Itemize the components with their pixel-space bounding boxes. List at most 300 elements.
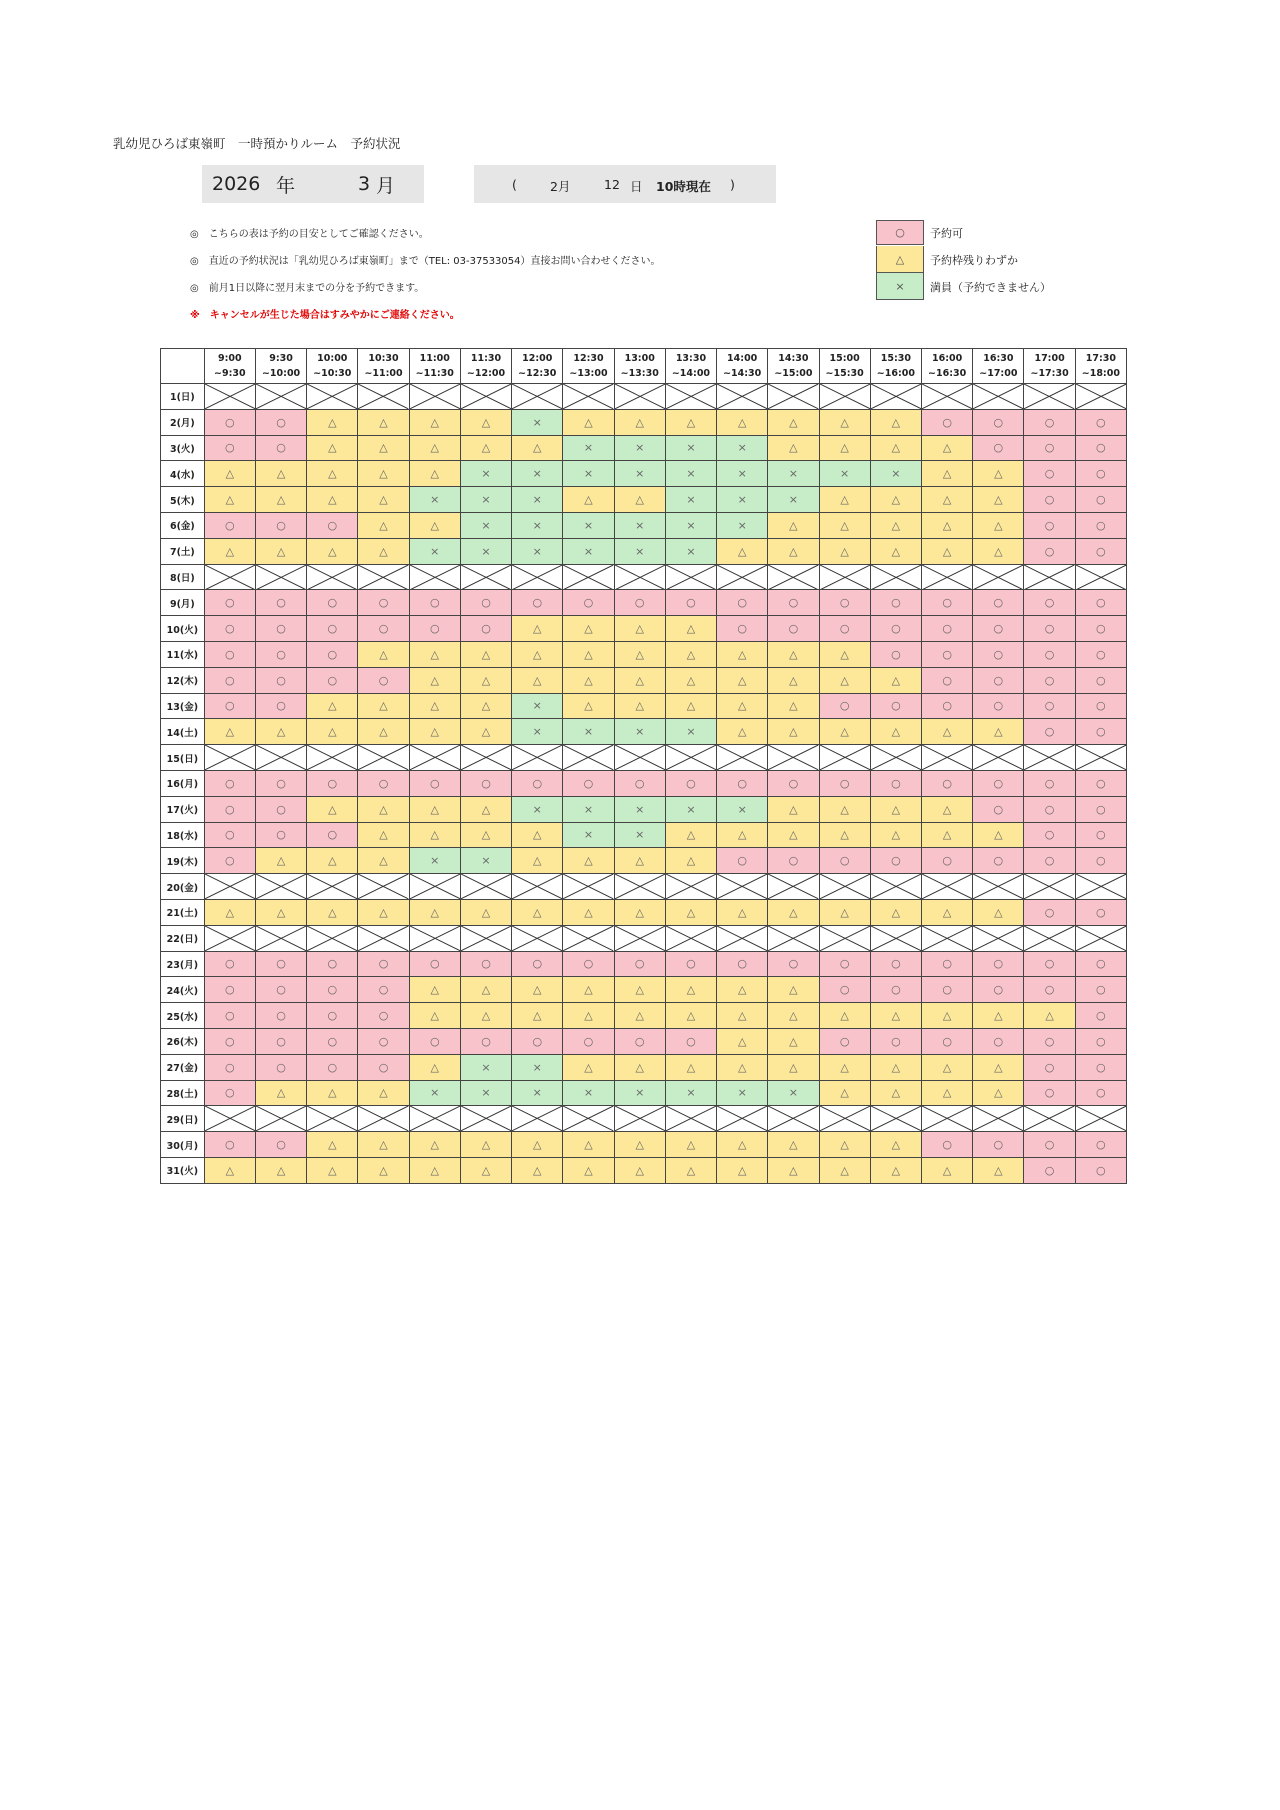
legend-item-few-left (876, 246, 1051, 273)
day-label: 28(土) (161, 1080, 205, 1106)
slot-few-left: △ (460, 641, 511, 667)
slot-full: × (563, 1080, 614, 1106)
slot-full: × (614, 538, 665, 564)
slot-few-left: △ (768, 1054, 819, 1080)
closed-cell (307, 925, 358, 951)
time-slot-header (870, 349, 921, 384)
closed-cell (665, 745, 716, 771)
day-label: 12(木) (161, 667, 205, 693)
closed-cell (870, 874, 921, 900)
closed-cell (204, 564, 255, 590)
closed-cell (1075, 745, 1126, 771)
slot-full: × (614, 435, 665, 461)
slot-few-left: △ (512, 616, 563, 642)
closed-cell (665, 874, 716, 900)
closed-cell (255, 1106, 306, 1132)
day-label: 16(月) (161, 770, 205, 796)
closed-cell (665, 925, 716, 951)
slot-few-left: △ (409, 641, 460, 667)
time-slot-header (717, 349, 768, 384)
time-slot-end: ~17:30 (1030, 368, 1069, 379)
closed-cell (358, 874, 409, 900)
slot-available: ○ (922, 848, 973, 874)
closed-cross-icon (820, 874, 870, 899)
slot-few-left: △ (819, 667, 870, 693)
slot-few-left: △ (870, 1132, 921, 1158)
slot-full: × (512, 693, 563, 719)
slot-few-left: △ (973, 512, 1024, 538)
note-item: ◎ こちらの表は予約の目安としてご確認ください。 (190, 229, 429, 240)
slot-few-left: △ (307, 487, 358, 513)
closed-cell (1024, 874, 1075, 900)
slot-few-left: △ (717, 641, 768, 667)
slot-few-left: △ (768, 719, 819, 745)
slot-few-left: △ (358, 512, 409, 538)
day-label: 15(日) (161, 745, 205, 771)
slot-full: × (665, 512, 716, 538)
as-of-month: 2月 (550, 179, 571, 194)
day-label: 20(金) (161, 874, 205, 900)
slot-available: ○ (870, 770, 921, 796)
closed-cross-icon (871, 926, 921, 951)
day-label: 24(火) (161, 977, 205, 1003)
time-slot-header (819, 349, 870, 384)
closed-cross-icon (358, 745, 408, 770)
time-slot-end: ~15:00 (774, 368, 813, 379)
slot-few-left: △ (717, 693, 768, 719)
time-slot-end: ~17:00 (979, 368, 1018, 379)
slot-few-left: △ (614, 1157, 665, 1183)
slot-available: ○ (922, 616, 973, 642)
slot-full: × (819, 461, 870, 487)
slot-few-left: △ (460, 1003, 511, 1029)
slot-available: ○ (204, 951, 255, 977)
closed-cross-icon (1024, 565, 1074, 590)
closed-cross-icon (615, 384, 665, 409)
slot-available: ○ (614, 770, 665, 796)
time-slot-start: 13:00 (624, 353, 655, 364)
slot-few-left: △ (512, 977, 563, 1003)
slot-available: ○ (973, 641, 1024, 667)
day-row (161, 409, 1127, 435)
closed-cross-icon (717, 565, 767, 590)
slot-few-left: △ (819, 1080, 870, 1106)
slot-few-left: △ (870, 1080, 921, 1106)
slot-available: ○ (255, 409, 306, 435)
day-label: 3(火) (161, 435, 205, 461)
slot-few-left: △ (870, 538, 921, 564)
slot-available: ○ (1024, 1080, 1075, 1106)
slot-full: × (409, 1080, 460, 1106)
time-slot-start: 12:00 (522, 353, 553, 364)
closed-cell (204, 745, 255, 771)
slot-full: × (512, 1080, 563, 1106)
closed-cell (768, 874, 819, 900)
as-of-time: 10時現在 (656, 179, 711, 194)
closed-cell (922, 745, 973, 771)
legend-label: 満員（予約できません） (930, 280, 1051, 294)
slot-few-left: △ (922, 899, 973, 925)
closed-cell (717, 874, 768, 900)
slot-available: ○ (768, 770, 819, 796)
slot-few-left: △ (563, 1054, 614, 1080)
slot-few-left: △ (358, 409, 409, 435)
slot-available: ○ (204, 1080, 255, 1106)
year-value: 2026 (212, 173, 261, 195)
slot-available: ○ (460, 951, 511, 977)
as-of-day: 12 (604, 177, 620, 192)
slot-few-left: △ (768, 641, 819, 667)
time-slot-end: ~16:00 (876, 368, 915, 379)
closed-cell (665, 384, 716, 410)
slot-few-left: △ (358, 822, 409, 848)
slot-few-left: △ (460, 409, 511, 435)
slot-full: × (665, 538, 716, 564)
slot-few-left: △ (973, 899, 1024, 925)
slot-available: ○ (1024, 770, 1075, 796)
slot-full: × (717, 435, 768, 461)
closed-cross-icon (307, 745, 357, 770)
slot-full: × (512, 487, 563, 513)
slot-few-left: △ (665, 409, 716, 435)
slot-full: × (614, 461, 665, 487)
closed-cross-icon (973, 384, 1023, 409)
closed-cross-icon (922, 926, 972, 951)
slot-full: × (563, 796, 614, 822)
time-slot-start: 14:30 (778, 353, 809, 364)
time-slot-start: 17:00 (1034, 353, 1065, 364)
slot-available: ○ (1075, 693, 1126, 719)
day-row (161, 899, 1127, 925)
closed-cell (768, 564, 819, 590)
slot-full: × (614, 719, 665, 745)
time-slot-end: ~12:00 (466, 368, 506, 379)
slot-full: × (409, 538, 460, 564)
day-row (161, 719, 1127, 745)
closed-cross-icon (973, 745, 1023, 770)
legend-label: 予約枠残りわずか (930, 253, 1018, 267)
slot-available: ○ (768, 616, 819, 642)
day-row (161, 590, 1127, 616)
slot-few-left: △ (768, 1003, 819, 1029)
slot-few-left: △ (922, 1003, 973, 1029)
closed-cell (973, 925, 1024, 951)
closed-cell (819, 925, 870, 951)
slot-available: ○ (1075, 1157, 1126, 1183)
day-row (161, 693, 1127, 719)
slot-few-left: △ (614, 1054, 665, 1080)
closed-cell (563, 925, 614, 951)
slot-few-left: △ (922, 487, 973, 513)
closed-cell (255, 384, 306, 410)
closed-cross-icon (512, 874, 562, 899)
slot-few-left: △ (409, 1157, 460, 1183)
slot-available: ○ (870, 848, 921, 874)
closed-cell (819, 745, 870, 771)
closed-cell (409, 925, 460, 951)
closed-cross-icon (410, 874, 460, 899)
closed-cross-icon (666, 565, 716, 590)
slot-available: ○ (409, 590, 460, 616)
day-label: 1(日) (161, 384, 205, 410)
slot-few-left: △ (307, 1080, 358, 1106)
slot-available: ○ (204, 1132, 255, 1158)
slot-available: ○ (768, 848, 819, 874)
slot-available: ○ (973, 590, 1024, 616)
closed-cross-icon (512, 745, 562, 770)
slot-available: ○ (1075, 590, 1126, 616)
closed-cross-icon (1024, 874, 1074, 899)
slot-available: ○ (512, 770, 563, 796)
slot-few-left: △ (255, 461, 306, 487)
slot-available: ○ (1024, 977, 1075, 1003)
as-of-open: ( (512, 177, 517, 192)
slot-few-left: △ (768, 1157, 819, 1183)
closed-cross-icon (461, 1106, 511, 1131)
closed-cross-icon (768, 874, 818, 899)
closed-cell (1024, 1106, 1075, 1132)
slot-available: ○ (358, 1054, 409, 1080)
closed-cell (768, 745, 819, 771)
slot-available: ○ (1024, 822, 1075, 848)
slot-available: ○ (973, 616, 1024, 642)
document-title: 乳幼児ひろば東嶺町 一時預かりルーム 予約状況 (113, 136, 401, 151)
slot-full: × (717, 487, 768, 513)
slot-few-left: △ (973, 538, 1024, 564)
slot-full: × (768, 487, 819, 513)
slot-available: ○ (973, 409, 1024, 435)
slot-available: ○ (1024, 409, 1075, 435)
day-row (161, 745, 1127, 771)
closed-cell (563, 1106, 614, 1132)
as-of-box (474, 165, 776, 203)
slot-few-left: △ (922, 1054, 973, 1080)
closed-cell (870, 564, 921, 590)
closed-cross-icon (256, 926, 306, 951)
slot-available: ○ (1075, 848, 1126, 874)
closed-cell (717, 384, 768, 410)
slot-few-left: △ (358, 719, 409, 745)
slot-available: ○ (1024, 693, 1075, 719)
slot-few-left: △ (717, 822, 768, 848)
closed-cell (1024, 925, 1075, 951)
closed-cross-icon (256, 874, 306, 899)
closed-cell (358, 564, 409, 590)
slot-few-left: △ (870, 719, 921, 745)
slot-few-left: △ (563, 899, 614, 925)
slot-few-left: △ (870, 435, 921, 461)
slot-available: ○ (512, 590, 563, 616)
closed-cell (409, 1106, 460, 1132)
slot-few-left: △ (460, 693, 511, 719)
slot-few-left: △ (307, 1157, 358, 1183)
closed-cell (563, 564, 614, 590)
slot-available: ○ (1024, 512, 1075, 538)
slot-available: ○ (717, 951, 768, 977)
slot-few-left: △ (665, 1054, 716, 1080)
slot-few-left: △ (870, 512, 921, 538)
closed-cell (409, 745, 460, 771)
as-of-close: ) (730, 177, 735, 192)
slot-few-left: △ (870, 822, 921, 848)
slot-available: ○ (255, 512, 306, 538)
slot-available: ○ (307, 1028, 358, 1054)
slot-available: ○ (1024, 848, 1075, 874)
slot-available: ○ (255, 822, 306, 848)
slot-few-left: △ (922, 796, 973, 822)
closed-cell (717, 564, 768, 590)
closed-cell (973, 564, 1024, 590)
time-slot-start: 15:30 (880, 353, 911, 364)
slot-few-left: △ (204, 538, 255, 564)
closed-cell (460, 384, 511, 410)
slot-few-left: △ (358, 641, 409, 667)
closed-cell (819, 564, 870, 590)
slot-few-left: △ (307, 796, 358, 822)
closed-cell (717, 1106, 768, 1132)
closed-cell (460, 745, 511, 771)
slot-few-left: △ (563, 1003, 614, 1029)
slot-full: × (563, 461, 614, 487)
legend-swatch: ○ (876, 220, 924, 245)
slot-available: ○ (614, 1028, 665, 1054)
slot-available: ○ (204, 616, 255, 642)
closed-cross-icon (615, 745, 665, 770)
day-label: 18(水) (161, 822, 205, 848)
note-item: ◎ 直近の予約状況は「乳幼児ひろば東嶺町」まで（TEL: 03-37533054）直接お問い合わせください。 (190, 256, 661, 267)
closed-cell (358, 745, 409, 771)
slot-available: ○ (204, 641, 255, 667)
month-value: 3 (358, 173, 371, 195)
slot-available: ○ (255, 796, 306, 822)
legend-swatch: × (876, 273, 924, 300)
slot-available: ○ (1024, 435, 1075, 461)
slot-few-left: △ (614, 848, 665, 874)
slot-few-left: △ (204, 487, 255, 513)
closed-cell (665, 1106, 716, 1132)
day-row (161, 487, 1127, 513)
slot-available: ○ (922, 693, 973, 719)
slot-few-left: △ (870, 487, 921, 513)
slot-available: ○ (358, 977, 409, 1003)
slot-few-left: △ (358, 899, 409, 925)
slot-few-left: △ (614, 1132, 665, 1158)
slot-few-left: △ (409, 693, 460, 719)
slot-few-left: △ (665, 1003, 716, 1029)
time-slot-header (614, 349, 665, 384)
slot-few-left: △ (819, 899, 870, 925)
slot-few-left: △ (563, 693, 614, 719)
slot-few-left: △ (717, 538, 768, 564)
slot-available: ○ (307, 590, 358, 616)
closed-cross-icon (615, 874, 665, 899)
slot-few-left: △ (512, 899, 563, 925)
day-row (161, 641, 1127, 667)
closed-cell (768, 1106, 819, 1132)
closed-cell (1075, 384, 1126, 410)
closed-cell (614, 384, 665, 410)
closed-cell (512, 925, 563, 951)
slot-full: × (460, 538, 511, 564)
closed-cross-icon (871, 745, 921, 770)
closed-cell (255, 564, 306, 590)
closed-cross-icon (410, 926, 460, 951)
closed-cross-icon (205, 874, 255, 899)
closed-cell (460, 1106, 511, 1132)
slot-few-left: △ (358, 796, 409, 822)
legend-label: 予約可 (930, 226, 963, 240)
slot-available: ○ (255, 693, 306, 719)
time-slot-end: ~9:30 (214, 368, 246, 379)
day-row (161, 977, 1127, 1003)
closed-cell (819, 1106, 870, 1132)
closed-cross-icon (563, 874, 613, 899)
time-slot-end: ~10:30 (313, 368, 352, 379)
slot-few-left: △ (870, 409, 921, 435)
slot-few-left: △ (768, 512, 819, 538)
slot-available: ○ (255, 435, 306, 461)
slot-few-left: △ (768, 409, 819, 435)
day-row (161, 1054, 1127, 1080)
day-label: 8(日) (161, 564, 205, 590)
closed-cell (409, 564, 460, 590)
slot-available: ○ (563, 951, 614, 977)
slot-available: ○ (1075, 1054, 1126, 1080)
slot-available: ○ (973, 796, 1024, 822)
closed-cell (460, 925, 511, 951)
corner-cell (161, 349, 205, 384)
legend-item-available (876, 219, 1051, 246)
slot-few-left: △ (819, 641, 870, 667)
day-row (161, 925, 1127, 951)
closed-cross-icon (410, 745, 460, 770)
closed-cross-icon (1076, 745, 1126, 770)
slot-available: ○ (665, 1028, 716, 1054)
slot-available: ○ (204, 1028, 255, 1054)
time-slot-header (1024, 349, 1075, 384)
slot-few-left: △ (870, 899, 921, 925)
closed-cell (409, 874, 460, 900)
closed-cross-icon (666, 384, 716, 409)
slot-full: × (563, 822, 614, 848)
slot-full: × (512, 409, 563, 435)
slot-few-left: △ (870, 1157, 921, 1183)
time-slot-start: 9:30 (269, 353, 293, 364)
slot-few-left: △ (819, 1054, 870, 1080)
closed-cross-icon (871, 384, 921, 409)
closed-cross-icon (563, 926, 613, 951)
slot-few-left: △ (460, 1132, 511, 1158)
slot-available: ○ (870, 693, 921, 719)
slot-few-left: △ (922, 719, 973, 745)
slot-available: ○ (665, 951, 716, 977)
closed-cross-icon (973, 565, 1023, 590)
slot-available: ○ (204, 590, 255, 616)
closed-cell (409, 384, 460, 410)
closed-cell (1075, 925, 1126, 951)
closed-cell (922, 1106, 973, 1132)
slot-few-left: △ (255, 848, 306, 874)
closed-cell (307, 874, 358, 900)
time-slot-end: ~13:00 (569, 368, 608, 379)
slot-few-left: △ (665, 693, 716, 719)
day-row (161, 1132, 1127, 1158)
slot-full: × (460, 512, 511, 538)
legend (876, 219, 1051, 300)
slot-available: ○ (973, 977, 1024, 1003)
closed-cross-icon (1076, 565, 1126, 590)
slot-available: ○ (819, 951, 870, 977)
